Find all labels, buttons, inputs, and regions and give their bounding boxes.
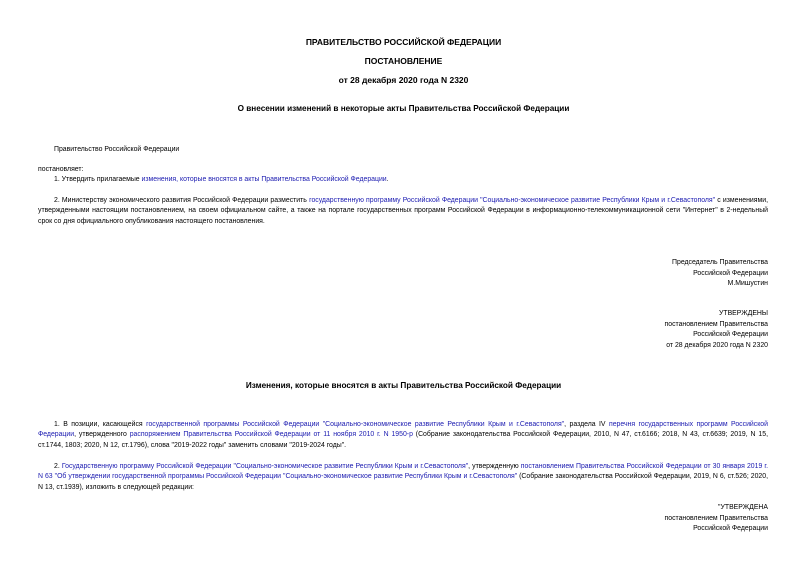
changes-title: Изменения, которые вносятся в акты Правительства Российской Федерации [245,381,562,390]
change-1-text-a: 1. В позиции, касающейся [54,421,147,428]
paragraph-2-text-b: с изменениями, утвержденными настоящим постановлением, на своем официальном сайте, а также на портале государственных программ Российской Федерации в информационно-телекоммуникационной сети "Интернет" в 2-недельный срок со дня официального опубликования настоящего постановления. [38,197,768,225]
paragraph-2-text-a: 2. Министерству экономического развития Российской Федерации разместить [54,197,310,204]
resolution-link[interactable]: постановлением Правительства Российской Федерации от 30 января 2019 г. N 63 "Об утверждении государственной программы Российской Федерации "Социально-экономическое развитие Республики Крым и г.Севастополя" [38,463,768,481]
document-date-number: от 28 декабря 2020 года N 2320 [338,75,469,85]
approved-block [665,309,769,351]
change-1-text-b: , раздела IV [564,421,609,428]
paragraph-1-text-a: 1. Утвердить прилагаемые [54,176,142,183]
state-program-link-3[interactable]: Государственную программу Российской Федерации "Социально-экономическое развитие Республики Крым и г.Севастополя" [61,463,469,470]
approved-date: от 28 декабря 2020 года N 2320 [666,341,768,349]
approved-block-2 [665,503,769,535]
program-list-link[interactable]: перечня государственных программ Российской Федерации [38,421,768,439]
document-type: ПОСТАНОВЛЕНИЕ [364,56,443,66]
change-1-text-c: , утвержденного [74,431,130,439]
document-title: О внесении изменений в некоторые акты Правительства Российской Федерации [237,104,570,113]
preamble-government: Правительство Российской Федерации [54,146,180,153]
signature-position: Председатель Правительства [672,259,768,266]
approved2-country: Российской Федерации [693,525,768,533]
state-program-link[interactable]: государственную программу Российской Федерации "Социально-экономическое развитие Республики Крым и г.Севастополя" [309,197,716,204]
signature-name: М.Мишустин [727,280,768,288]
change-2-text-c: (Собрание законодательства Российской Федерации, 2019, N 6, ст.526; 2020, N 13, ст.1939), изложить в следующей редакции: [38,473,768,491]
approved-label: УТВЕРЖДЕНЫ [719,310,768,317]
approved-by: постановлением Правительства [664,320,768,328]
change-item-1 [38,420,768,451]
change-2-text-b: , утвержденную [468,463,521,470]
change-item-2 [38,462,768,493]
signature-country: Российской Федерации [693,269,768,277]
paragraph-2 [38,196,768,227]
change-2-text-a: 2. [54,463,62,470]
approved2-by: постановлением Правительства [664,514,768,522]
paragraph-1-text-b: . [386,176,389,183]
signature-block [672,258,768,290]
paragraph-1 [38,175,768,185]
approved2-label: "УТВЕРЖДЕНА [718,504,768,511]
government-heading: ПРАВИТЕЛЬСТВО РОССИЙСКОЙ ФЕДЕРАЦИИ [305,37,502,47]
order-link[interactable]: распоряжением Правительства Российской Федерации от 11 ноября 2010 г. N 1950-р [129,431,413,439]
change-1-text-d: (Собрание законодательства Российской Федерации, 2010, N 47, ст.6166; 2018, N 43, ст.6639; 2019, N 15, ст.1744, 1803; 2020, N 12, ст.1796), слова "2019-2022 годы" заменить словами "2019-2024 годы". [38,431,768,449]
state-program-link-2[interactable]: государственной программы Российской Федерации "Социально-экономическое развитие Республики Крым и г.Севастополя" [146,421,565,428]
preamble-decides: постановляет: [38,166,84,173]
approved-country: Российской Федерации [693,331,768,339]
changes-link[interactable]: изменения, которые вносятся в акты Правительства Российской Федерации [141,176,387,183]
